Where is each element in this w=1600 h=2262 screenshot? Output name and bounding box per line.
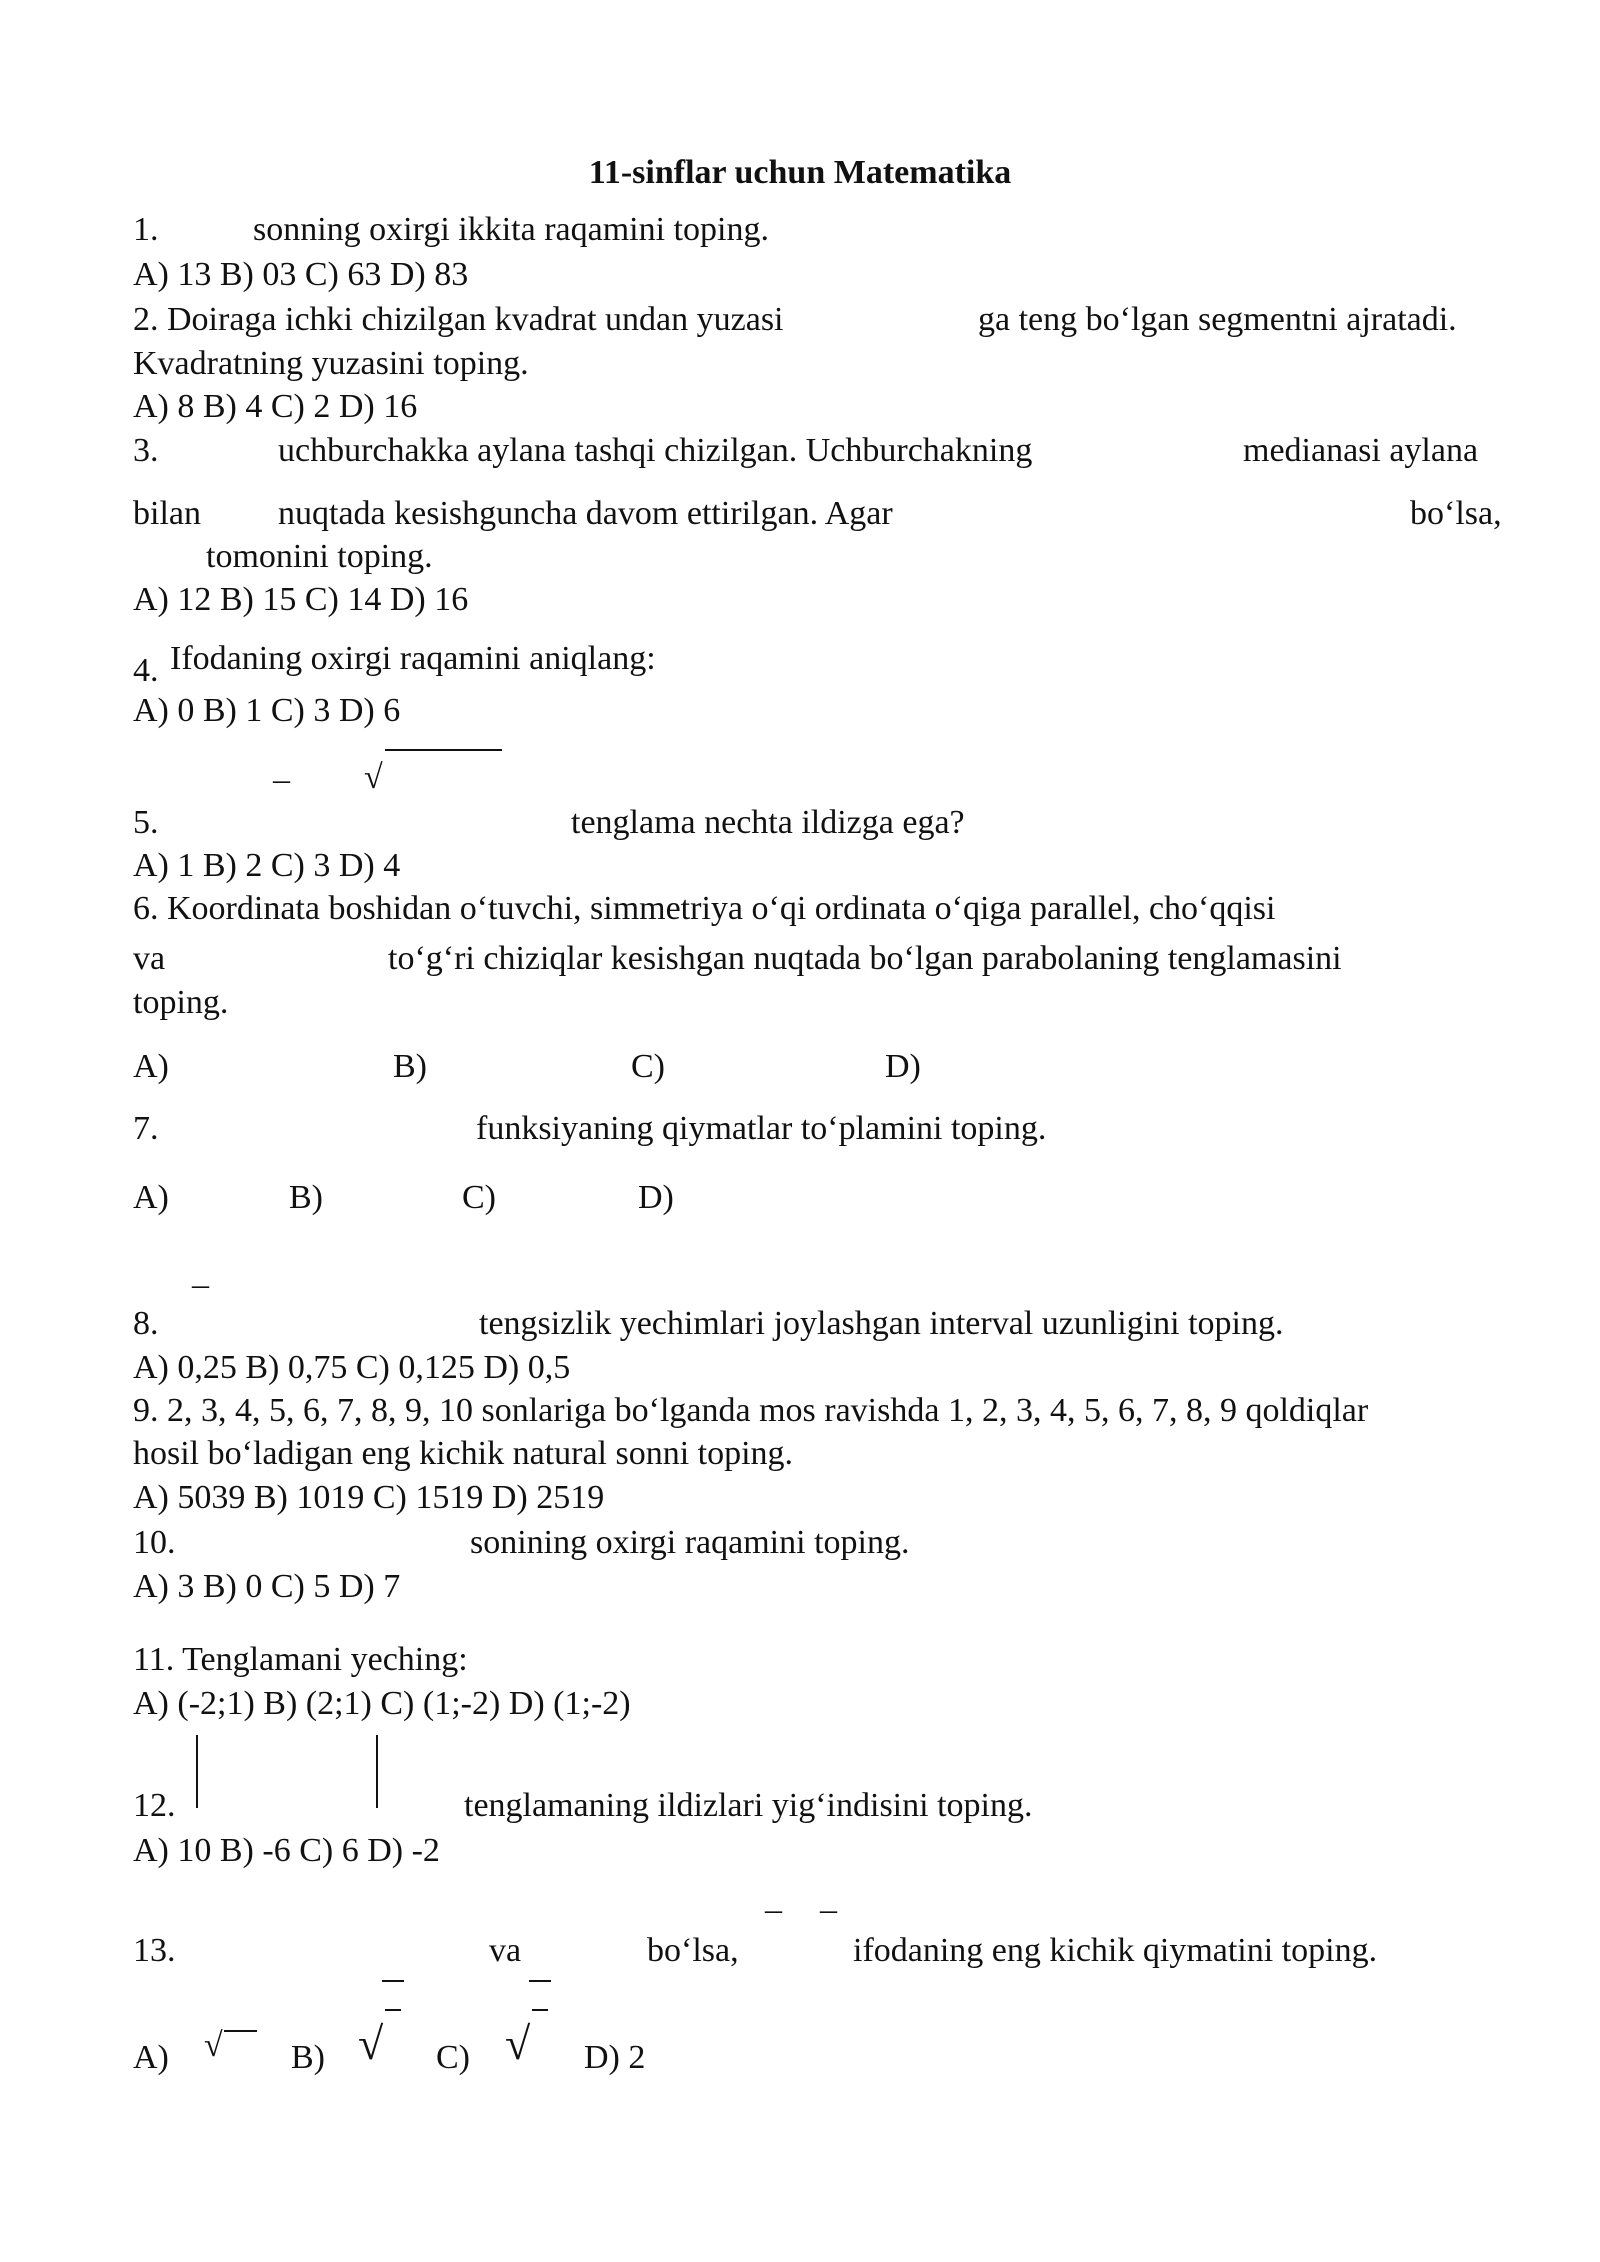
q3-number: 3. xyxy=(133,432,159,469)
q13-option-d: D) 2 xyxy=(584,2039,646,2076)
q13-option-b-radical-bar xyxy=(382,1980,404,1982)
q9-line1: 9. 2, 3, 4, 5, 6, 7, 8, 9, 10 sonlariga bo‘lganda mos ravishda 1, 2, 3, 4, 5, 6, 7, 8, 9 qoldiqlar xyxy=(133,1392,1369,1429)
q13-text: ifodaning eng kichik qiymatini toping. xyxy=(853,1932,1378,1969)
q5-answers: A) 1 B) 2 C) 3 D) 4 xyxy=(133,847,401,884)
q8-minus-sign: – xyxy=(192,1266,209,1303)
q4-number: 4. xyxy=(133,652,159,689)
q1-answers: A) 13 B) 03 C) 63 D) 83 xyxy=(133,256,469,293)
q13-va: va xyxy=(489,1932,522,1969)
q3-line2-c: bo‘lsa, xyxy=(1410,495,1502,532)
q2-line1-left: 2. Doiraga ichki chizilgan kvadrat undan yuzasi xyxy=(133,301,784,338)
q3-line2-a: bilan xyxy=(133,495,201,532)
q12-answers: A) 10 B) -6 C) 6 D) -2 xyxy=(133,1832,440,1869)
q13-minus-sign-2: – xyxy=(820,1891,837,1928)
q13-number: 13. xyxy=(133,1932,176,1969)
q2-answers: A) 8 B) 4 C) 2 D) 16 xyxy=(133,388,418,425)
q7-option-d: D) xyxy=(638,1179,674,1216)
q1-number: 1. xyxy=(133,211,159,248)
q6-line1: 6. Koordinata boshidan o‘tuvchi, simmetriya o‘qi ordinata o‘qiga parallel, cho‘qqisi xyxy=(133,890,1276,927)
q12-text: tenglamaning ildizlari yig‘indisini toping. xyxy=(464,1787,1033,1824)
q6-line3: toping. xyxy=(133,984,229,1021)
q4-answers: A) 0 B) 1 C) 3 D) 6 xyxy=(133,692,401,729)
q13-option-b-radical: √ xyxy=(358,2018,384,2069)
q7-text: funksiyaning qiymatlar to‘plamini toping. xyxy=(476,1110,1047,1147)
q13-option-a: A) xyxy=(133,2039,169,2076)
q6-option-c: C) xyxy=(631,1048,665,1085)
q8-answers: A) 0,25 B) 0,75 C) 0,125 D) 0,5 xyxy=(133,1349,571,1386)
q6-option-d: D) xyxy=(885,1048,921,1085)
q13-option-b-fraction-bar xyxy=(385,2009,401,2011)
q2-line2: Kvadratning yuzasini toping. xyxy=(133,345,529,382)
q10-number: 10. xyxy=(133,1524,176,1561)
q8-text: tengsizlik yechimlari joylashgan interval uzunligini toping. xyxy=(479,1305,1284,1342)
q3-line2-b: nuqtada kesishguncha davom ettirilgan. Agar xyxy=(278,495,893,532)
q2-line1-right: ga teng bo‘lgan segmentni ajratadi. xyxy=(978,301,1457,338)
q1-text: sonning oxirgi ikkita raqamini toping. xyxy=(253,211,769,248)
q8-number: 8. xyxy=(133,1305,159,1342)
q13-option-b: B) xyxy=(291,2039,325,2076)
q7-number: 7. xyxy=(133,1110,159,1147)
q11-answers: A) (-2;1) B) (2;1) C) (1;-2) D) (1;-2) xyxy=(133,1685,631,1722)
q7-option-b: B) xyxy=(289,1179,323,1216)
q13-option-c-radical: √ xyxy=(505,2018,531,2069)
q5-text: tenglama nechta ildizga ega? xyxy=(571,804,965,841)
q12-number: 12. xyxy=(133,1787,176,1824)
q5-radical-bar xyxy=(385,749,502,751)
q5-number: 5. xyxy=(133,804,159,841)
q13-option-c: C) xyxy=(436,2039,470,2076)
q5-radical-sign: √ xyxy=(364,759,383,796)
q5-minus-sign: – xyxy=(273,761,290,798)
q13-option-c-fraction-bar xyxy=(532,2009,548,2011)
q6-line2-a: va xyxy=(133,940,166,977)
q7-option-a: A) xyxy=(133,1179,169,1216)
q13-option-a-radical: √ xyxy=(204,2027,223,2064)
q10-text: sonining oxirgi raqamini toping. xyxy=(470,1524,910,1561)
q6-option-b: B) xyxy=(393,1048,427,1085)
q13-option-c-radical-bar xyxy=(529,1980,551,1982)
q13-minus-sign-1: – xyxy=(765,1891,782,1928)
q6-line2-b: to‘g‘ri chiziqlar kesishgan nuqtada bo‘lgan parabolaning tenglamasini xyxy=(388,940,1342,977)
q13-bolsa: bo‘lsa, xyxy=(647,1932,739,1969)
q13-option-a-radical-bar xyxy=(224,2030,257,2032)
q3-text-b: medianasi aylana xyxy=(1243,432,1479,469)
q12-abs-bar-right xyxy=(376,1735,378,1808)
q7-option-c: C) xyxy=(462,1179,496,1216)
q12-abs-bar-left xyxy=(196,1735,198,1808)
q9-line2: hosil bo‘ladigan eng kichik natural sonni toping. xyxy=(133,1435,794,1472)
q6-option-a: A) xyxy=(133,1048,169,1085)
q9-answers: A) 5039 B) 1019 C) 1519 D) 2519 xyxy=(133,1479,605,1516)
q3-answers: A) 12 B) 15 C) 14 D) 16 xyxy=(133,581,469,618)
q4-text: Ifodaning oxirgi raqamini aniqlang: xyxy=(170,640,656,677)
q11-text: 11. Tenglamani yeching: xyxy=(133,1641,468,1678)
q3-line3: tomonini toping. xyxy=(206,538,433,575)
q10-answers: A) 3 B) 0 C) 5 D) 7 xyxy=(133,1568,401,1605)
q3-text-a: uchburchakka aylana tashqi chizilgan. Uchburchakning xyxy=(278,432,1033,469)
page-title: 11-sinflar uchun Matematika xyxy=(588,154,1012,191)
